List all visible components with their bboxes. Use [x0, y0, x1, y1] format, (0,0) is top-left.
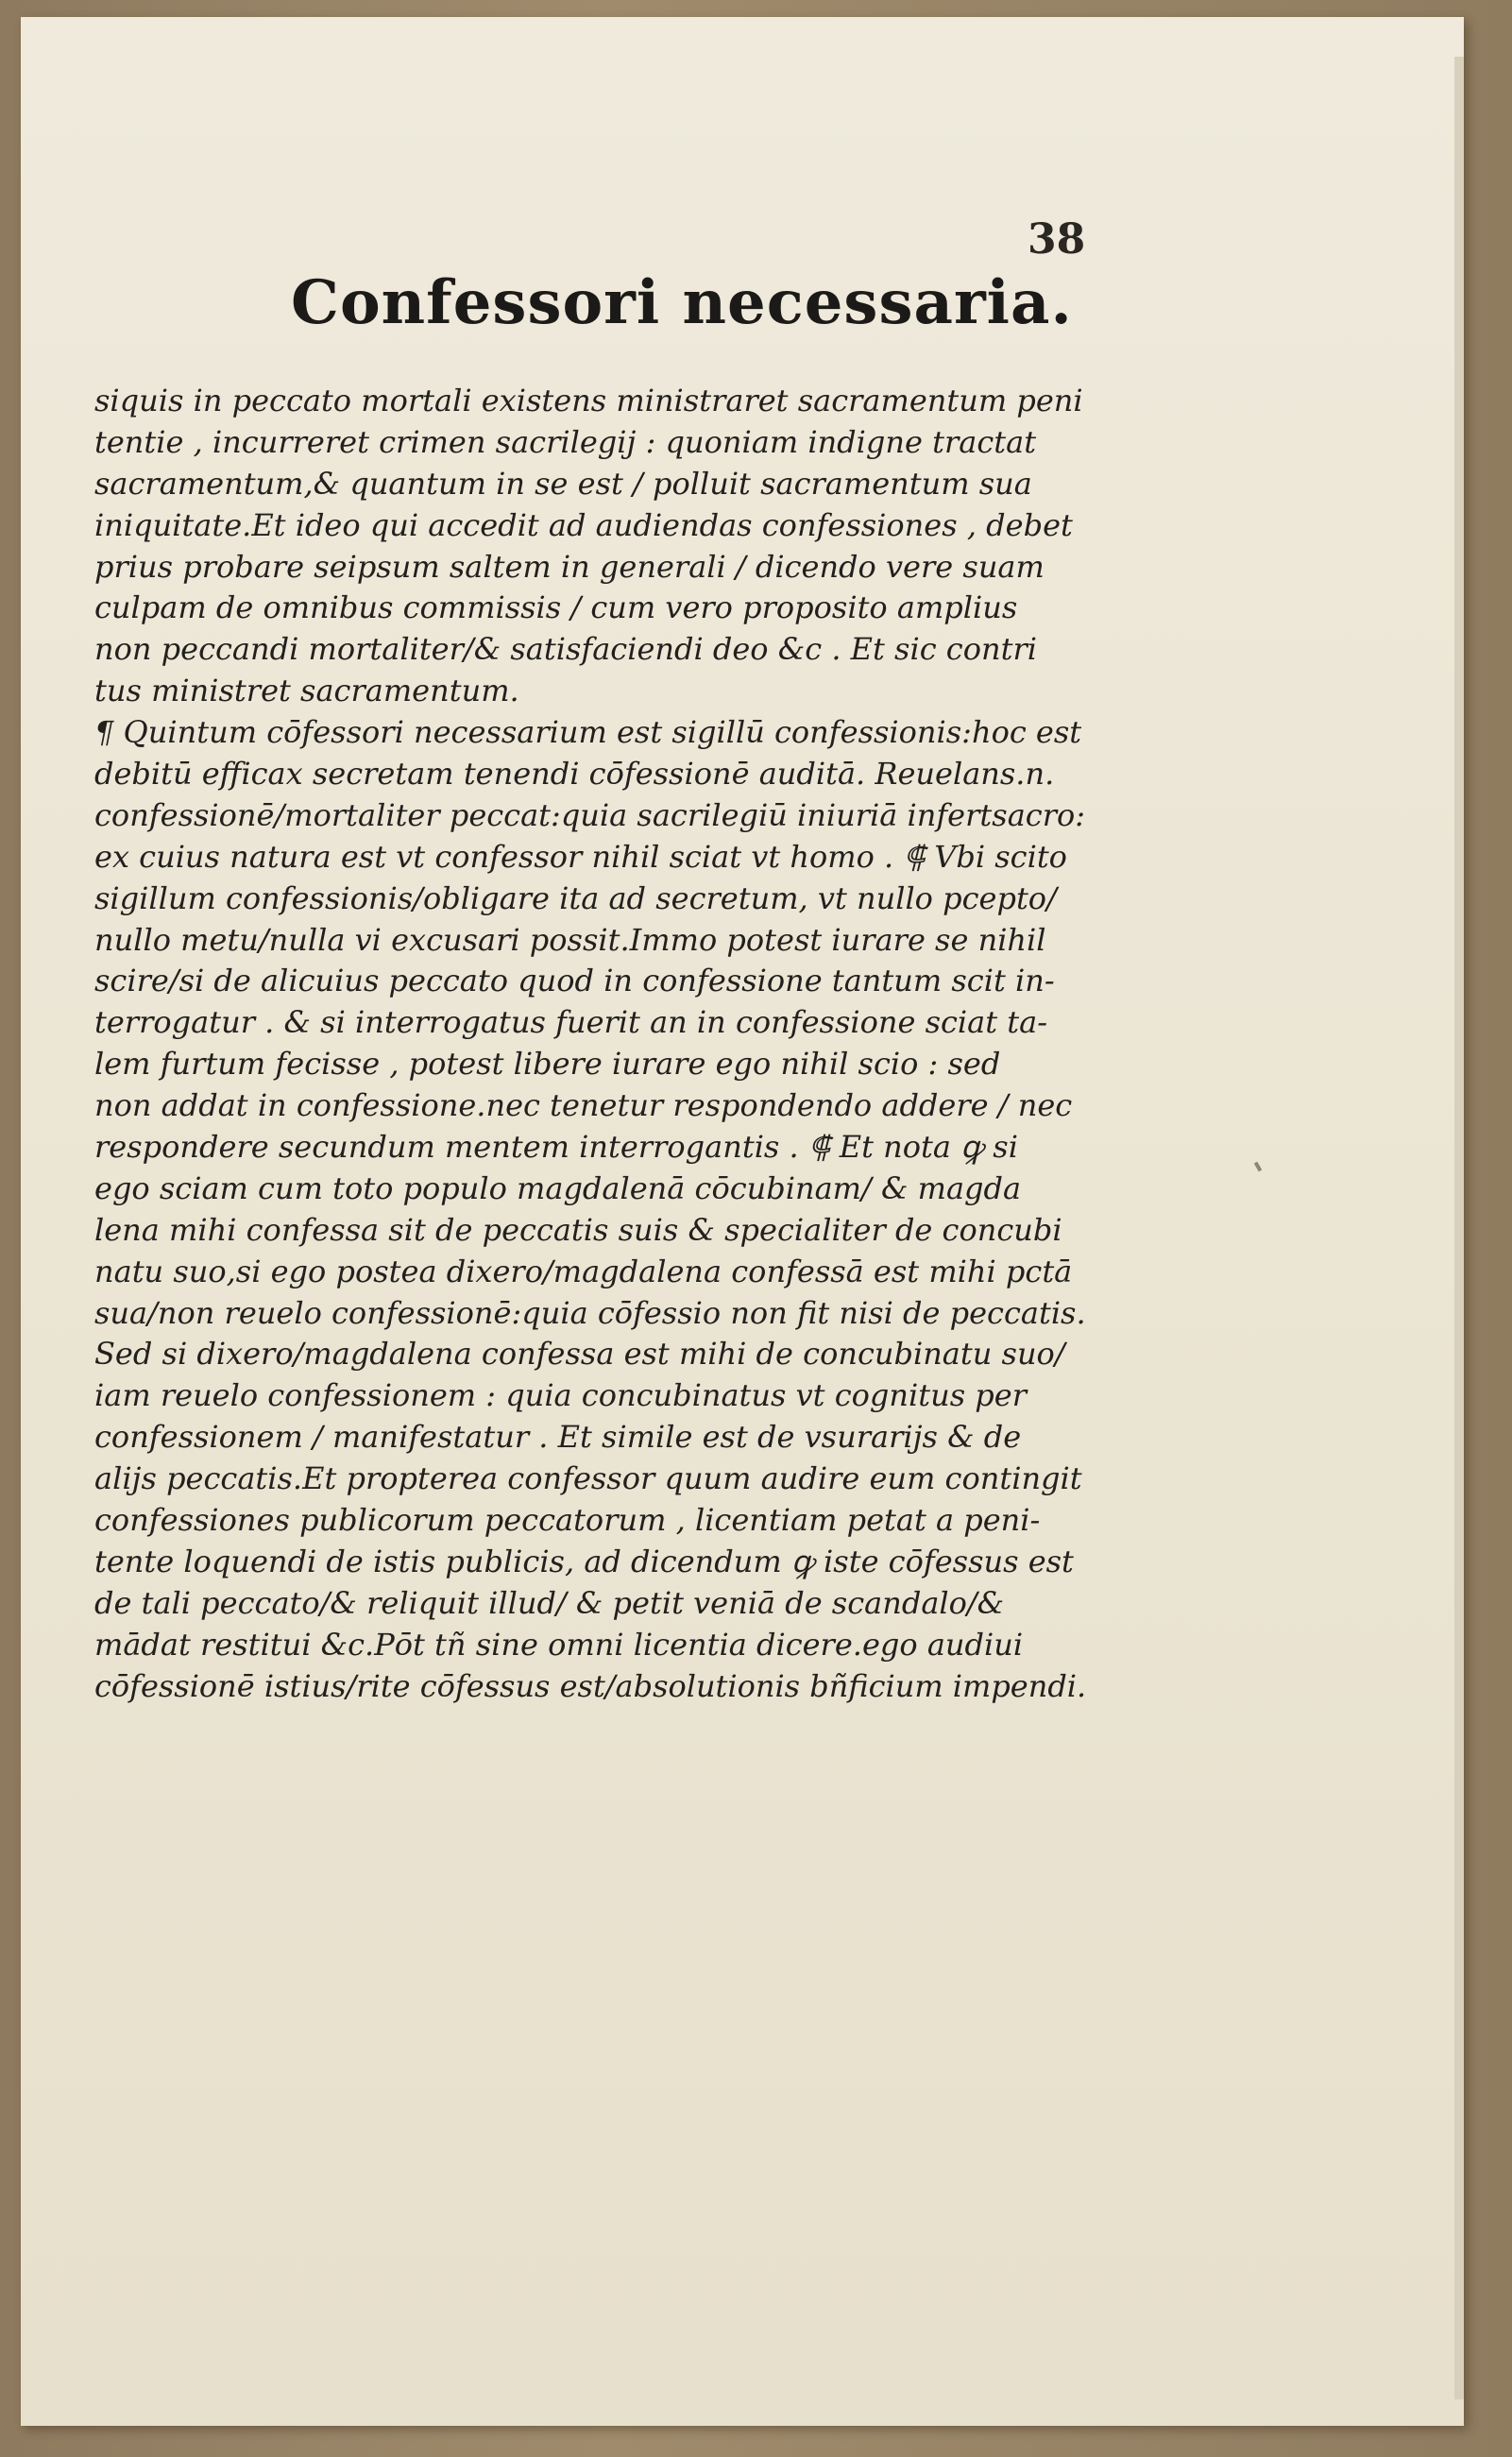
text-line: debitū efficax secretam tenendi cōfessionē auditā. Reuelans.n. — [94, 756, 1055, 793]
text-line: culpam de omnibus commissis / cum vero proposito amplius — [94, 589, 1018, 626]
text-line: tentie , incurreret crimen sacrilegij : quoniam indigne tractat — [94, 423, 1037, 460]
text-line: natu suo,si ego postea dixero/magdalena confessā est mihi pctā — [94, 1253, 1073, 1289]
text-line: ex cuius natura est vt confessor nihil sciat vt homo . ⸿ Vbi scito — [94, 838, 1067, 875]
text-line: sua/non reuelo confessionē:quia cōfessio non fit nisi de peccatis. — [94, 1294, 1086, 1331]
text-line: confessionem / manifestatur . Et simile est de vsurarijs & de — [94, 1419, 1022, 1456]
text-line: alijs peccatis.Et propterea confessor quum audire eum contingit — [94, 1460, 1082, 1497]
text-line: iam reuelo confessionem : quia concubinatus vt cognitus per — [94, 1377, 1027, 1414]
running-head: Confessori necessaria. — [291, 267, 1073, 338]
text-line: terrogatur . & si interrogatus fuerit an in confessione sciat ta- — [94, 1004, 1048, 1041]
text-line: non addat in confessione.nec tenetur respondendo addere / nec — [94, 1087, 1073, 1124]
text-line: siquis in peccato mortali existens ministraret sacramentum peni — [94, 383, 1083, 418]
page-edge — [1454, 57, 1464, 2399]
text-line: ego sciam cum toto populo magdalenā cōcubinam/ & magda — [94, 1169, 1022, 1206]
text-line: confessiones publicorum peccatorum , licentiam petat a peni- — [94, 1502, 1041, 1539]
text-line: nullo metu/nulla vi excusari possit.Immo potest iurare se nihil — [94, 921, 1046, 958]
text-block — [94, 381, 1096, 1708]
text-line: de tali peccato/& reliquit illud/ & petit veniā de scandalo/& — [94, 1584, 1005, 1621]
text-line: tente loquendi de istis publicis, ad dicendum ꝙ iste cōfessus est — [94, 1543, 1074, 1579]
text-line: lena mihi confessa sit de peccatis suis & specialiter de concubi — [94, 1211, 1062, 1248]
text-line: sacramentum,& quantum in se est / polluit sacramentum sua — [94, 465, 1032, 502]
text-line: cōfessionē istius/rite cōfessus est/absolutionis bñficium impendi. — [94, 1667, 1087, 1704]
text-line: iniquitate.Et ideo qui accedit ad audiendas confessiones , debet — [94, 506, 1073, 543]
text-line: non peccandi mortaliter/& satisfaciendi deo &c . Et sic contri — [94, 631, 1037, 668]
text-line: respondere secundum mentem interrogantis . ⸿ Et nota ꝙ si — [94, 1129, 1018, 1166]
text-line: lem furtum fecisse , potest libere iurare ego nihil scio : sed — [94, 1046, 1001, 1083]
book-page — [21, 17, 1464, 2426]
text-line: scire/si de alicuius peccato quod in confessione tantum scit in- — [94, 963, 1055, 999]
folio-number: 38 — [1028, 215, 1086, 264]
text-line: ¶ Quintum cōfessori necessarium est sigillū confessionis:hoc est — [94, 714, 1082, 751]
text-line: Sed si dixero/magdalena confessa est mihi de concubinatu suo/ — [94, 1336, 1065, 1373]
text-line: prius probare seipsum saltem in generali / dicendo vere suam — [94, 548, 1045, 585]
text-line: mādat restitui &c.Pōt tñ sine omni licentia dicere.ego audiui — [94, 1626, 1024, 1663]
text-line: tus ministret sacramentum. — [94, 673, 519, 709]
text-line: sigillum confessionis/obligare ita ad secretum, vt nullo pcepto/ — [94, 879, 1057, 916]
text-line: confessionē/mortaliter peccat:quia sacrilegiū iniuriā infertsacro: — [94, 796, 1086, 833]
